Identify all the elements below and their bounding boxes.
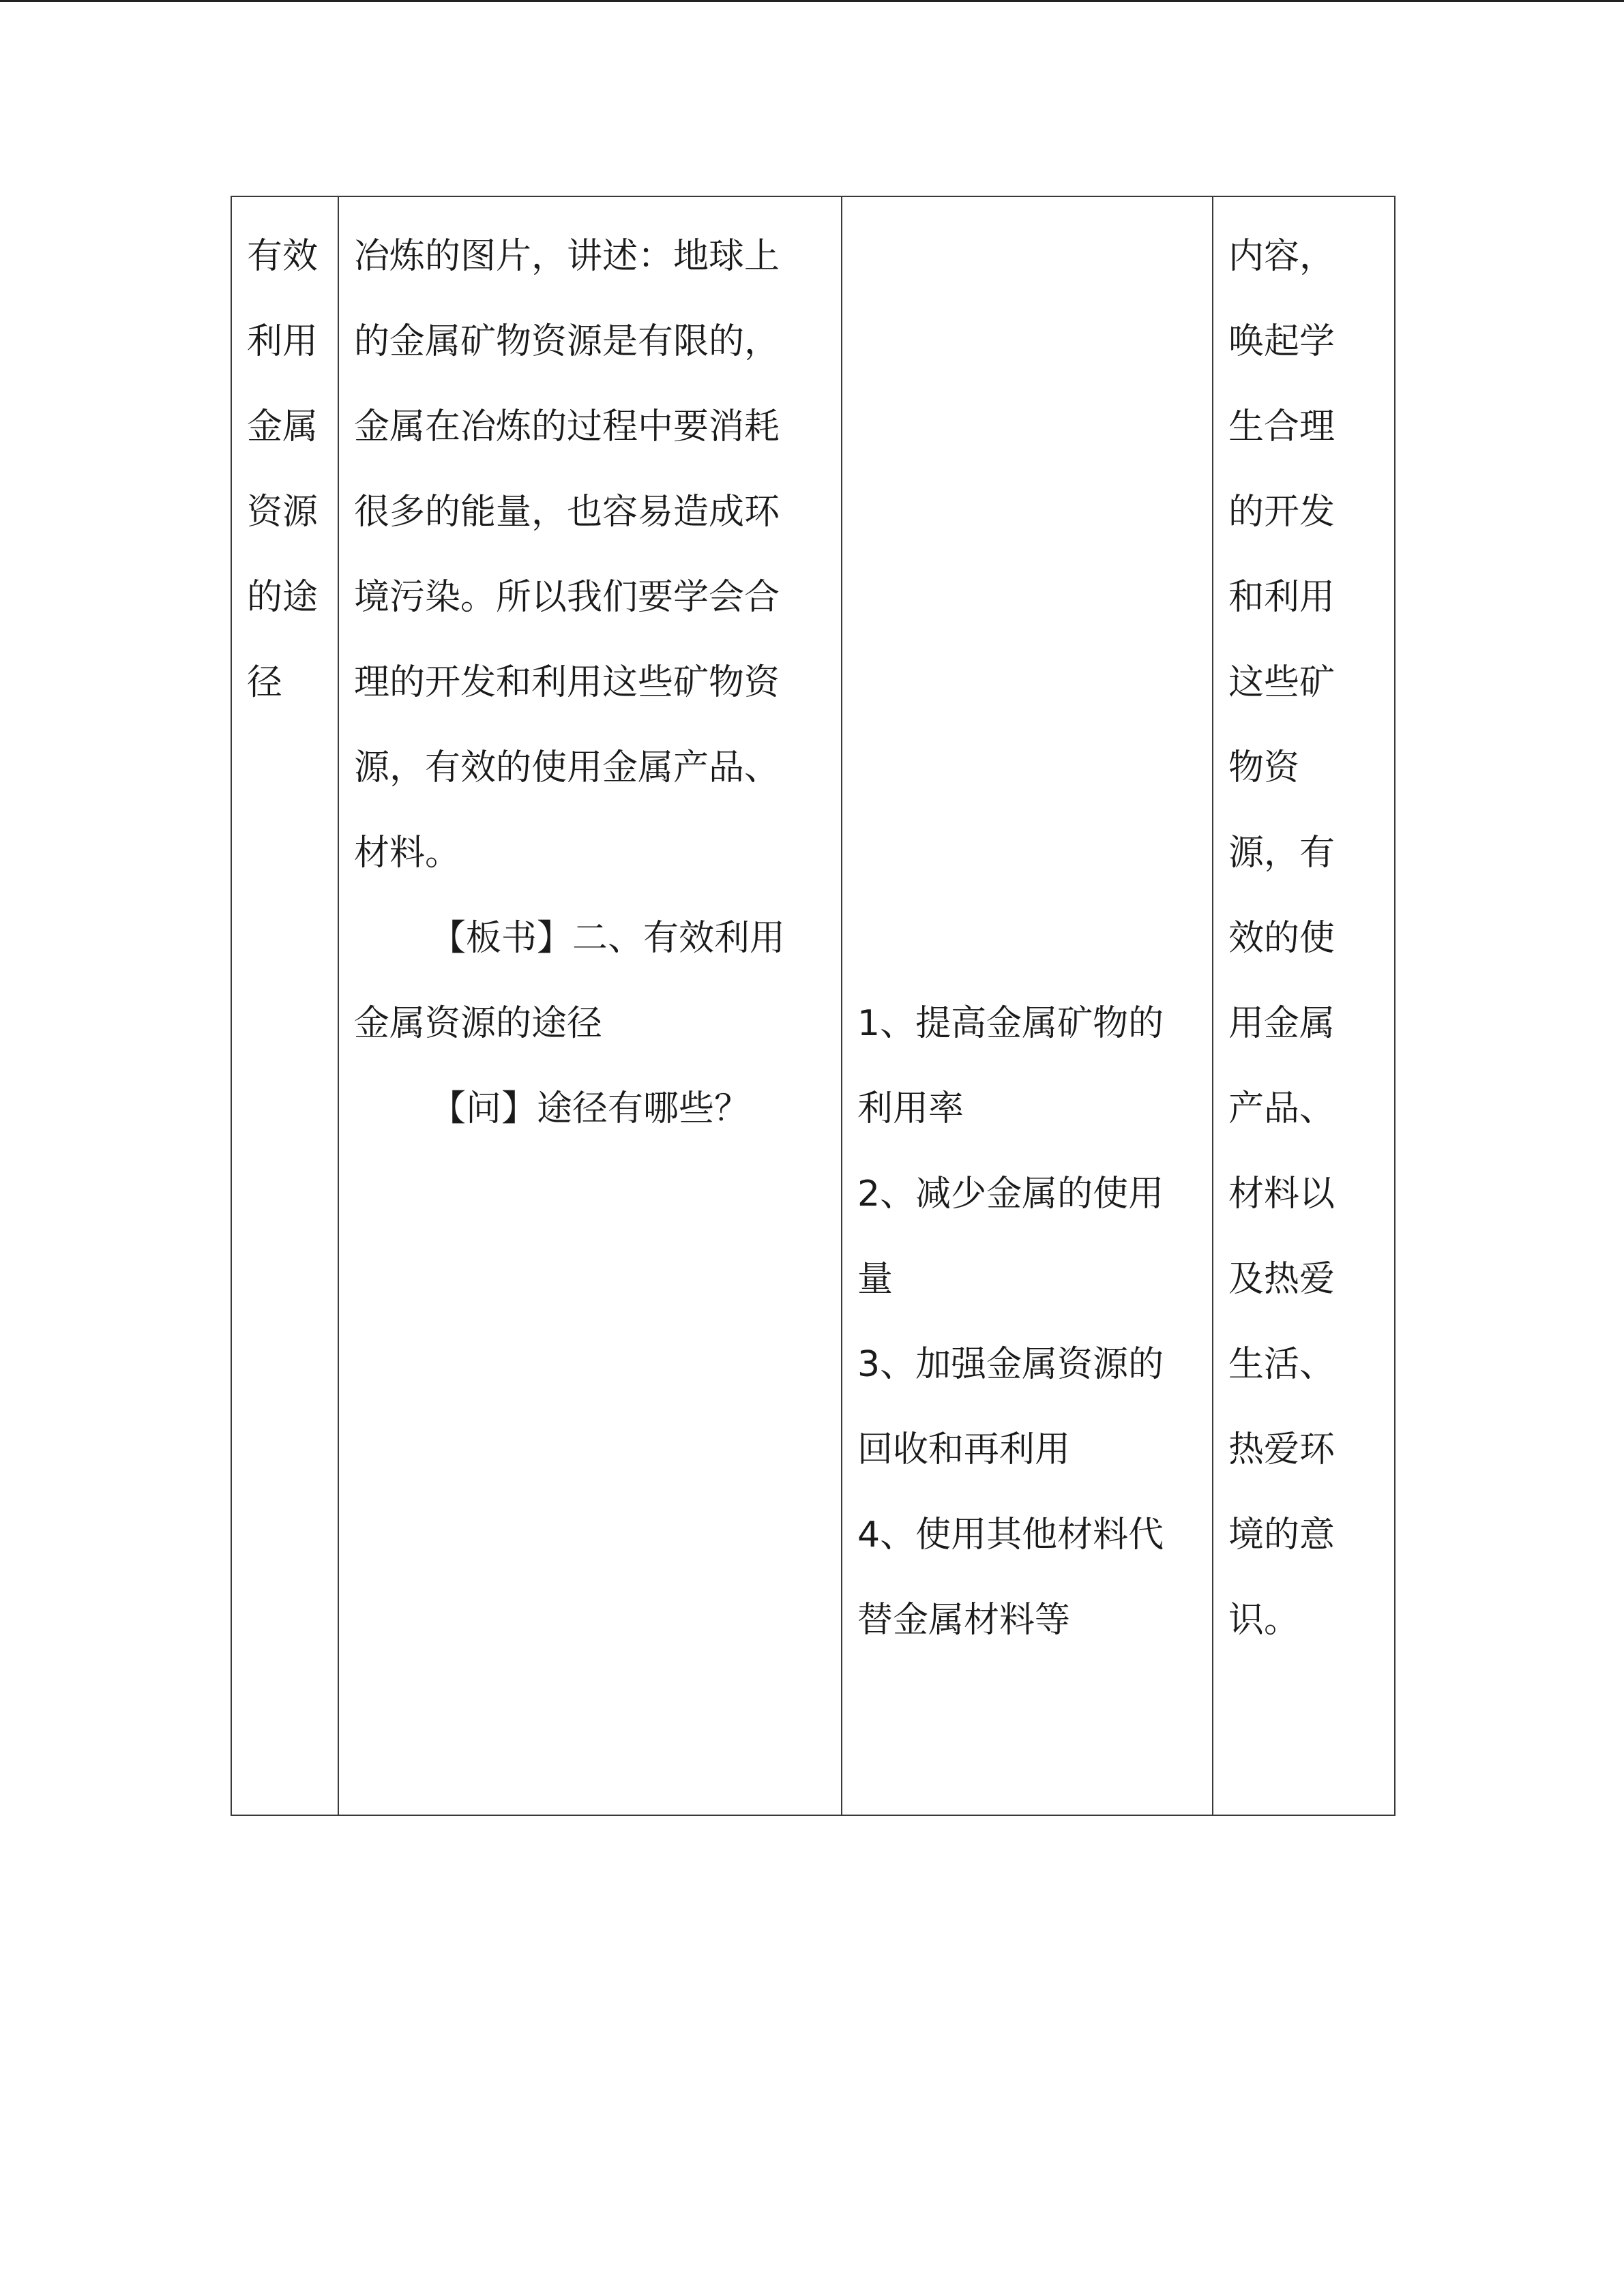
student-line: 2、减少金属的使用 [857, 1174, 1164, 1214]
intent-line: 境的意 [1228, 1515, 1335, 1555]
intent-line: 及热爱 [1228, 1259, 1335, 1300]
student-line: 利用率 [857, 1088, 964, 1129]
teacher-line: 金属在冶炼的过程中要消耗 [354, 406, 780, 447]
teacher-line: 境污染。所以我们要学会合 [354, 577, 780, 618]
board-heading: 【板书】二、有效利用 [430, 918, 786, 959]
teacher-activity-cell [338, 196, 842, 1815]
design-intent-cell [1213, 196, 1395, 1815]
intent-line: 和利用 [1228, 577, 1335, 618]
table-row [231, 196, 1395, 1815]
student-spacer [857, 214, 1192, 981]
topic-text: 有效利用金属资源的途径 [247, 236, 319, 703]
teacher-line: 材料。 [354, 833, 461, 874]
intent-line: 材料以 [1228, 1174, 1335, 1214]
intent-line: 识。 [1228, 1600, 1300, 1641]
intent-line: 的开发 [1228, 492, 1335, 533]
intent-line: 产品、 [1228, 1088, 1335, 1129]
intent-line: 用金属 [1228, 1003, 1335, 1044]
student-line: 替金属材料等 [857, 1600, 1071, 1641]
student-line: 回收和再利用 [857, 1429, 1071, 1470]
teacher-line: 的金属矿物资源是有限的， [354, 321, 780, 362]
board-heading-continued: 金属资源的途径 [354, 1003, 603, 1044]
question-text: 【问】途径有哪些？ [430, 1088, 750, 1129]
intent-line: 这些矿 [1228, 662, 1335, 703]
teacher-line: 很多的能量，也容易造成环 [354, 492, 780, 533]
page-top-border [0, 0, 1624, 2]
intent-line: 效的使 [1228, 918, 1335, 959]
student-line: 4、使用其他材料代 [857, 1515, 1164, 1555]
intent-line: 生活、 [1228, 1344, 1335, 1385]
teacher-line: 理的开发和利用这些矿物资 [354, 662, 780, 703]
intent-line: 热爱环 [1228, 1429, 1335, 1470]
lesson-plan-table [231, 196, 1396, 1816]
intent-line: 物资 [1228, 747, 1300, 788]
student-line: 3、加强金属资源的 [857, 1344, 1164, 1385]
intent-line: 唤起学 [1228, 321, 1335, 362]
teacher-line: 源，有效的使用金属产品、 [354, 747, 780, 788]
intent-line: 内容， [1228, 236, 1335, 277]
student-line: 1、提高金属矿物的 [857, 1003, 1164, 1044]
intent-line: 生合理 [1228, 406, 1335, 447]
teacher-line: 冶炼的图片，讲述：地球上 [354, 236, 780, 277]
topic-cell [231, 196, 338, 1815]
student-line: 量 [857, 1259, 894, 1300]
student-activity-cell [842, 196, 1213, 1815]
intent-line: 源，有 [1228, 833, 1335, 874]
